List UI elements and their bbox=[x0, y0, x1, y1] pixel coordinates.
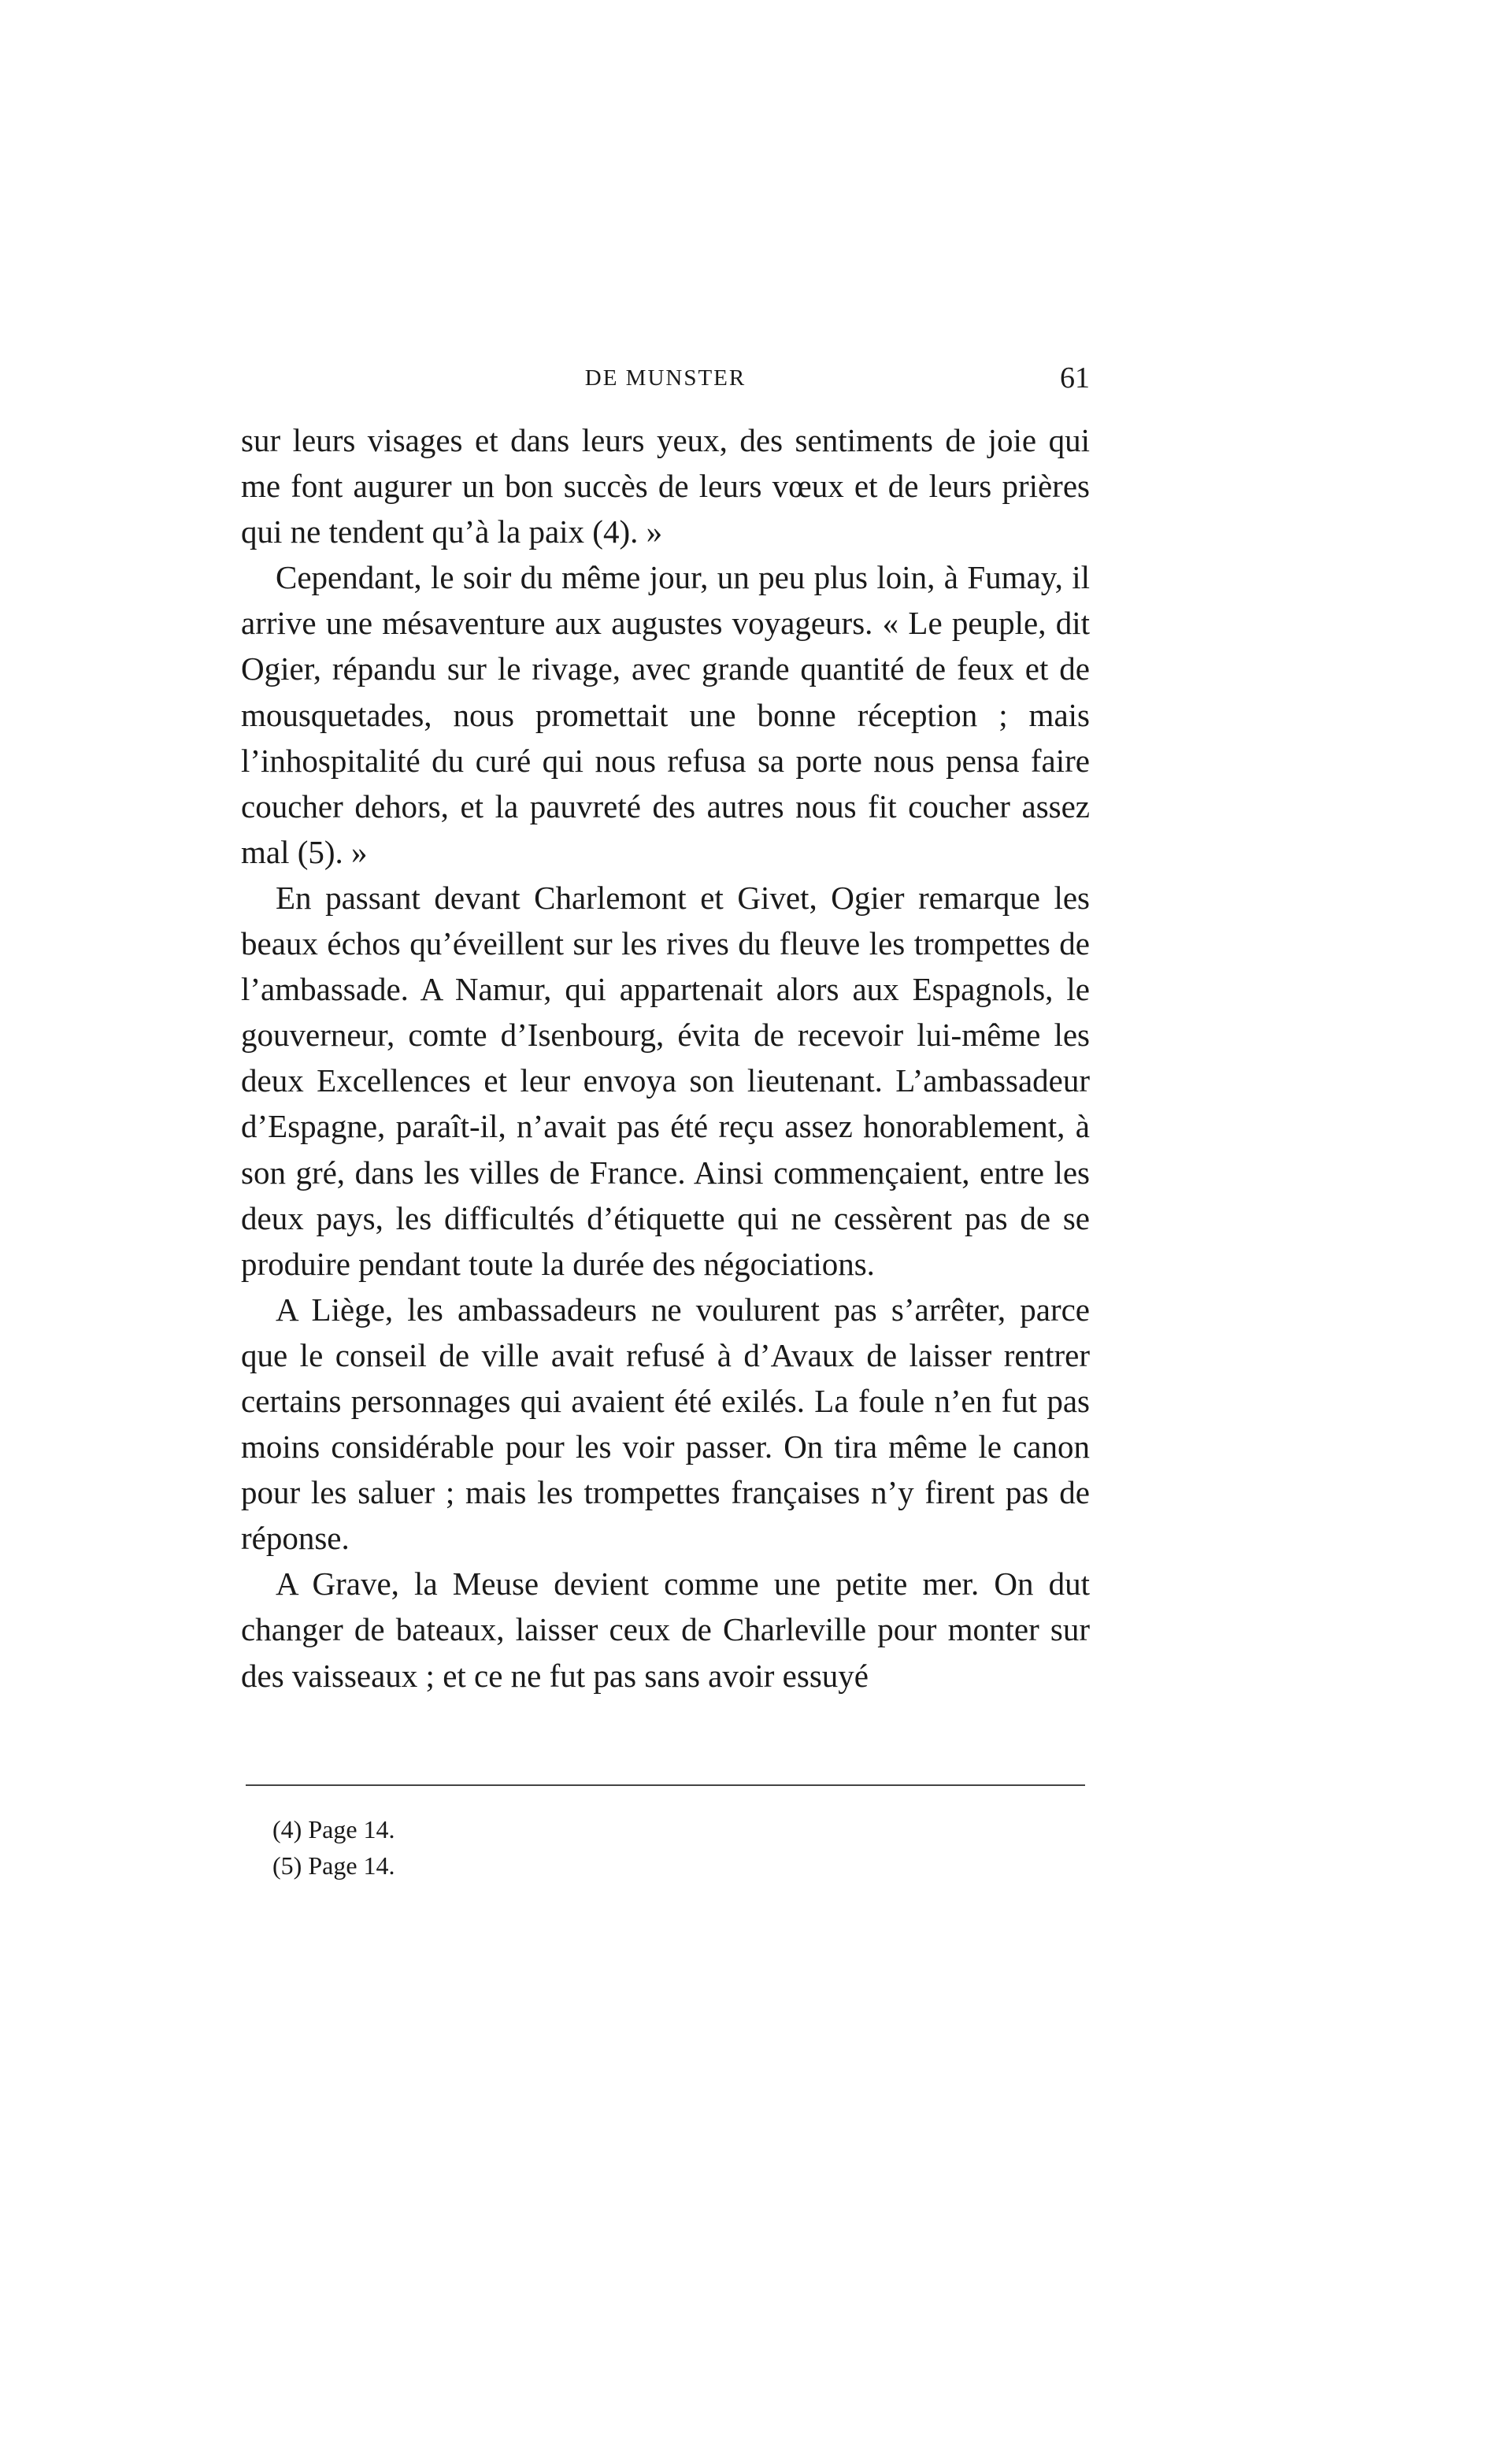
footnotes bbox=[272, 1811, 824, 1884]
paragraph-liege: A Liège, les ambassadeurs ne voulurent pas s’arrêter, parce que le conseil de ville avait refusé à d’Avaux de laisser rentrer certains personnages qui avaient été exilés. La foule n’en fut pas moins considérable pour les voir passer. On tira même le canon pour les saluer ; mais les trompettes françaises n’y firent pas de réponse. bbox=[241, 1291, 1090, 1557]
paragraph-grave: A Grave, la Meuse devient comme une petite mer. On dut changer de bateaux, laisser ceux de Charleville pour monter sur des vaisseaux ; et ce ne fut pas sans avoir essuyé bbox=[241, 1565, 1090, 1694]
footnote-5: (5) Page 14. bbox=[272, 1851, 395, 1880]
paragraph-namur: En passant devant Charlemont et Givet, Ogier remarque les beaux échos qu’éveillent sur les rives du fleuve les trompettes de l’ambassade. A Namur, qui appartenait alors aux Espagnols, le gouverneur, comte d’Isenbourg, évita de recevoir lui-même les deux Excellences et leur envoya son lieutenant. L’ambassadeur d’Espagne, paraît-il, n’avait pas été reçu assez honorablement, à son gré, dans les villes de France. Ainsi commençaient, entre les deux pays, les difficultés d’étiquette qui ne cessèrent pas de se produire pendant toute la durée des négociations. bbox=[241, 879, 1090, 1282]
running-head bbox=[241, 361, 1090, 400]
body-text bbox=[241, 417, 1090, 1699]
footnote-divider bbox=[246, 1784, 1085, 1786]
page-number: 61 bbox=[1060, 361, 1090, 395]
running-title: DE MUNSTER bbox=[584, 365, 746, 391]
paragraph-continuation: sur leurs visages et dans leurs yeux, des sentiments de joie qui me font augurer un bon succès de leurs vœux et de leurs prières qui ne tendent qu’à la paix (4). » bbox=[241, 422, 1090, 550]
footnote-4: (4) Page 14. bbox=[272, 1815, 395, 1843]
paragraph-fumay: Cependant, le soir du même jour, un peu plus loin, à Fumay, il arrive une mésaventure aux augustes voyageurs. « Le peuple, dit Ogier, répandu sur le rivage, avec grande quantité de feux et de mousquetades, nous promettait une bonne réception ; mais l’inhospitalité du curé qui nous refusa sa porte nous pensa faire coucher dehors, et la pauvreté des autres nous fit coucher assez mal (5). » bbox=[241, 559, 1090, 870]
